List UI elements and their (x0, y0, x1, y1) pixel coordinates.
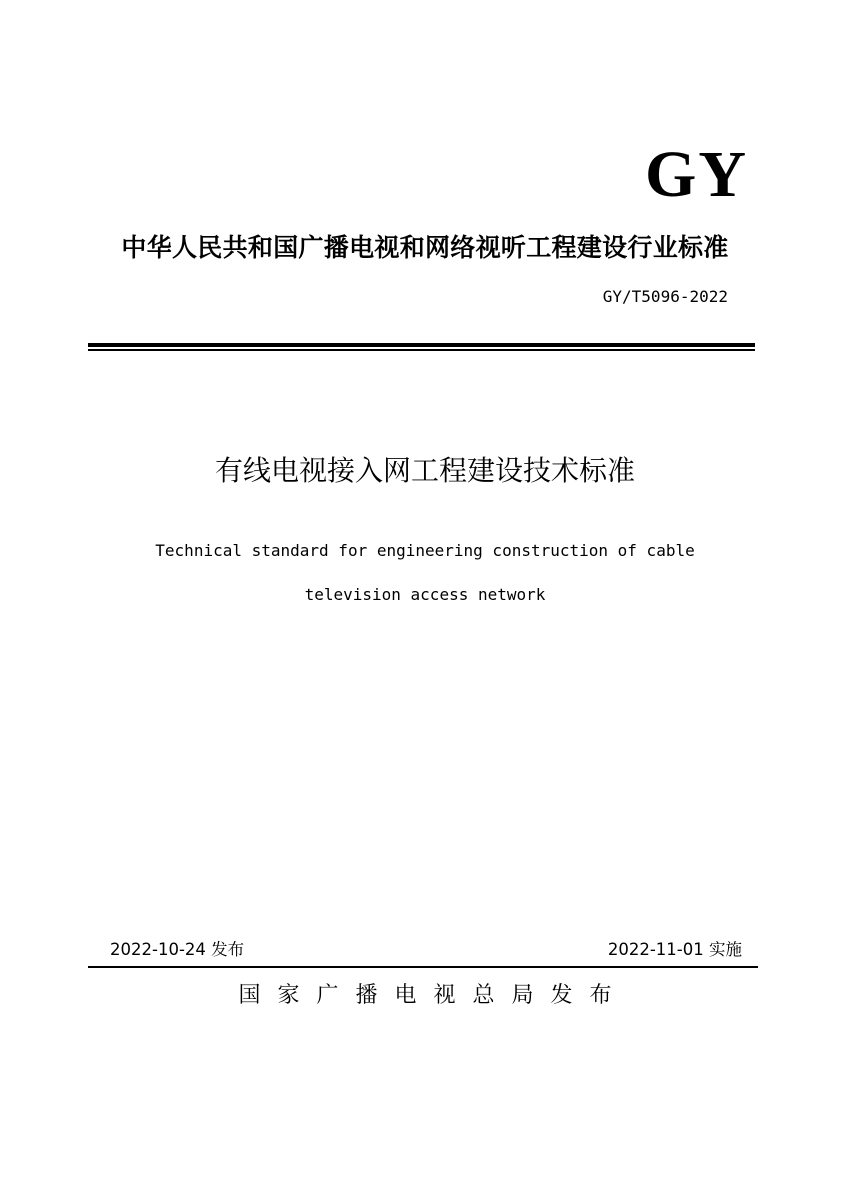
gy-logo: GY (645, 138, 748, 211)
document-title-english-line1: Technical standard for engineering construction of cable (155, 541, 695, 560)
header-divider-thick (88, 343, 755, 347)
standard-code: GY/T5096-2022 (602, 287, 728, 306)
document-title-chinese: 有线电视接入网工程建设技术标准 (214, 454, 635, 487)
implement-date: 2022-11-01 实施 (607, 940, 742, 959)
standard-type-heading: 中华人民共和国广播电视和网络视听工程建设行业标准 (121, 233, 729, 262)
header-divider-thin (88, 349, 755, 351)
issuing-authority: 国家广播电视总局发布 (238, 983, 629, 1008)
footer-divider (88, 966, 758, 968)
document-title-english-line2: television access network (304, 585, 546, 604)
publish-date: 2022-10-24 发布 (110, 940, 245, 959)
